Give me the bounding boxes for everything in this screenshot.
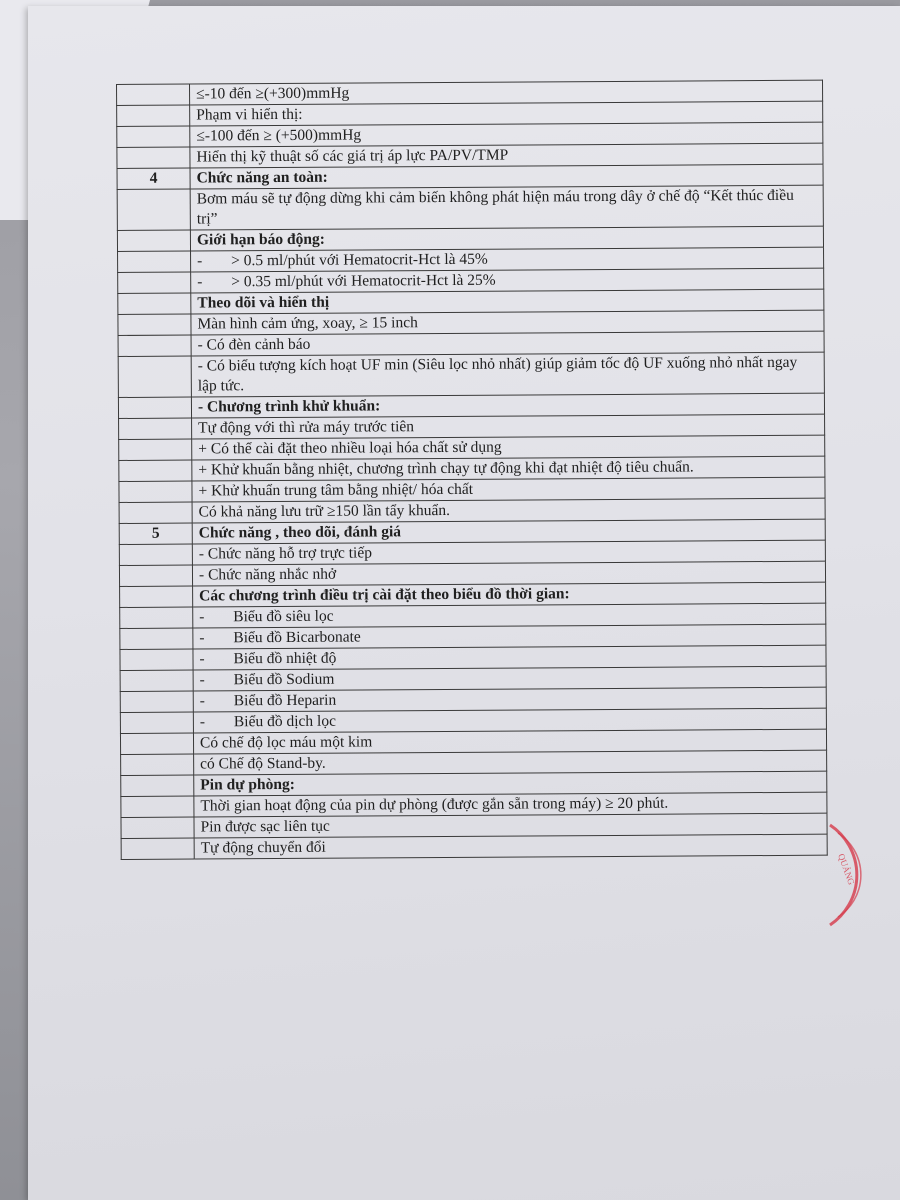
row-number — [119, 565, 192, 586]
row-text: Bơm máu sẽ tự động dừng khi cảm biến không phát hiện máu trong dây ở chế độ “Kết thúc điều trị” — [190, 185, 823, 230]
row-number — [120, 733, 193, 754]
row-number — [119, 481, 192, 502]
row-number — [120, 649, 193, 670]
list-item-text: Biểu đồ siêu lọc — [233, 607, 334, 626]
row-number — [117, 189, 190, 230]
row-number — [120, 712, 193, 733]
row-number — [120, 691, 193, 712]
section-number: 4 — [117, 168, 190, 189]
row-number — [118, 356, 191, 397]
row-number — [118, 251, 191, 272]
row-number — [120, 670, 193, 691]
row-text: ≤-10 đến ≥(+300)mmHg — [190, 80, 823, 105]
list-item-text: > 0.35 ml/phút với Hematocrit-Hct là 25% — [231, 271, 496, 291]
row-text: Pin được sạc liên tục — [194, 813, 827, 838]
row-text: + Có thể cài đặt theo nhiều loại hóa chất sử dụng — [192, 435, 825, 460]
row-text: - Chức năng nhắc nhở — [192, 561, 825, 586]
row-text: ≤-100 đến ≥ (+500)mmHg — [190, 122, 823, 147]
row-number — [120, 586, 193, 607]
row-text: - Có biểu tượng kích hoạt UF min (Siêu lọc nhỏ nhất) giúp giảm tốc độ UF xuống nhỏ nhất ngay lập tức. — [191, 352, 824, 397]
subheading: Các chương trình điều trị cài đặt theo biểu đồ thời gian: — [193, 582, 826, 607]
list-dash: - — [199, 608, 205, 626]
list-dash: - — [199, 629, 205, 647]
row-number — [117, 126, 190, 147]
row-number — [119, 544, 192, 565]
row-text: Thời gian hoạt động của pin dự phòng (được gắn sẵn trong máy) ≥ 20 phút. — [194, 792, 827, 817]
list-item-text: Biểu đồ dịch lọc — [233, 712, 336, 731]
row-text: - Có đèn cảnh báo — [191, 331, 824, 356]
row-text: Tự động với thì rửa máy trước tiên — [192, 414, 825, 439]
row-number — [120, 628, 193, 649]
row-text: - Chức năng hỗ trợ trực tiếp — [192, 540, 825, 565]
row-number — [118, 397, 191, 418]
list-item-text: Biểu đồ nhiệt độ — [233, 649, 337, 668]
section-heading: Chức năng , theo dõi, đánh giá — [192, 519, 825, 544]
row-number — [119, 502, 192, 523]
row-text: Hiển thị kỹ thuật số các giá trị áp lực PA/PV/TMP — [190, 143, 823, 168]
list-dash: - — [197, 252, 203, 270]
section-number: 5 — [119, 523, 192, 544]
row-number — [118, 314, 191, 335]
specification-table — [116, 80, 828, 860]
subheading: - Chương trình khử khuẩn: — [191, 393, 824, 418]
row-number — [121, 775, 194, 796]
row-number — [119, 439, 192, 460]
red-seal-stamp — [810, 815, 900, 935]
row-text: Màn hình cảm ứng, xoay, ≥ 15 inch — [191, 310, 824, 335]
row-number — [121, 754, 194, 775]
subheading: Pin dự phòng: — [194, 771, 827, 796]
row-number — [121, 817, 194, 838]
row-number — [117, 147, 190, 168]
subheading: Giới hạn báo động: — [190, 226, 823, 251]
list-dash: - — [199, 692, 205, 710]
row-number — [121, 838, 194, 859]
row-text: có Chế độ Stand-by. — [194, 750, 827, 775]
row-number — [119, 418, 192, 439]
list-item-text: > 0.5 ml/phút với Hematocrit-Hct là 45% — [231, 250, 488, 270]
list-item-text: Biểu đồ Heparin — [233, 691, 337, 710]
row-text: + Khử khuẩn trung tâm bằng nhiệt/ hóa chất — [192, 477, 825, 502]
list-dash: - — [199, 713, 206, 731]
list-dash: - — [199, 650, 205, 668]
row-number — [120, 607, 193, 628]
row-number — [121, 796, 194, 817]
row-number — [119, 460, 192, 481]
row-number — [118, 293, 191, 314]
row-number — [117, 84, 190, 105]
row-text: Có khả năng lưu trữ ≥150 lần tẩy khuẩn. — [192, 498, 825, 523]
list-dash: - — [197, 273, 203, 291]
row-text: Tự động chuyển đổi — [194, 834, 827, 859]
row-text: Có chế độ lọc máu một kim — [193, 729, 826, 754]
list-dash: - — [199, 671, 205, 689]
row-number — [117, 105, 190, 126]
list-item-text: Biểu đồ Bicarbonate — [233, 628, 361, 647]
row-number — [118, 335, 191, 356]
list-item-text: Biểu đồ Sodium — [233, 670, 335, 689]
row-text: Phạm vi hiển thị: — [190, 101, 823, 126]
subheading: Theo dõi và hiển thị — [191, 289, 824, 314]
row-text: + Khử khuẩn bằng nhiệt, chương trình chạy tự động khi đạt nhiệt độ tiêu chuẩn. — [192, 456, 825, 481]
table-row — [121, 834, 827, 859]
stamp-text: QUẢNG — [836, 852, 857, 887]
row-number — [118, 272, 191, 293]
table-row — [117, 185, 823, 230]
section-heading: Chức năng an toàn: — [190, 164, 823, 189]
row-number — [117, 230, 190, 251]
table-row — [118, 352, 824, 397]
